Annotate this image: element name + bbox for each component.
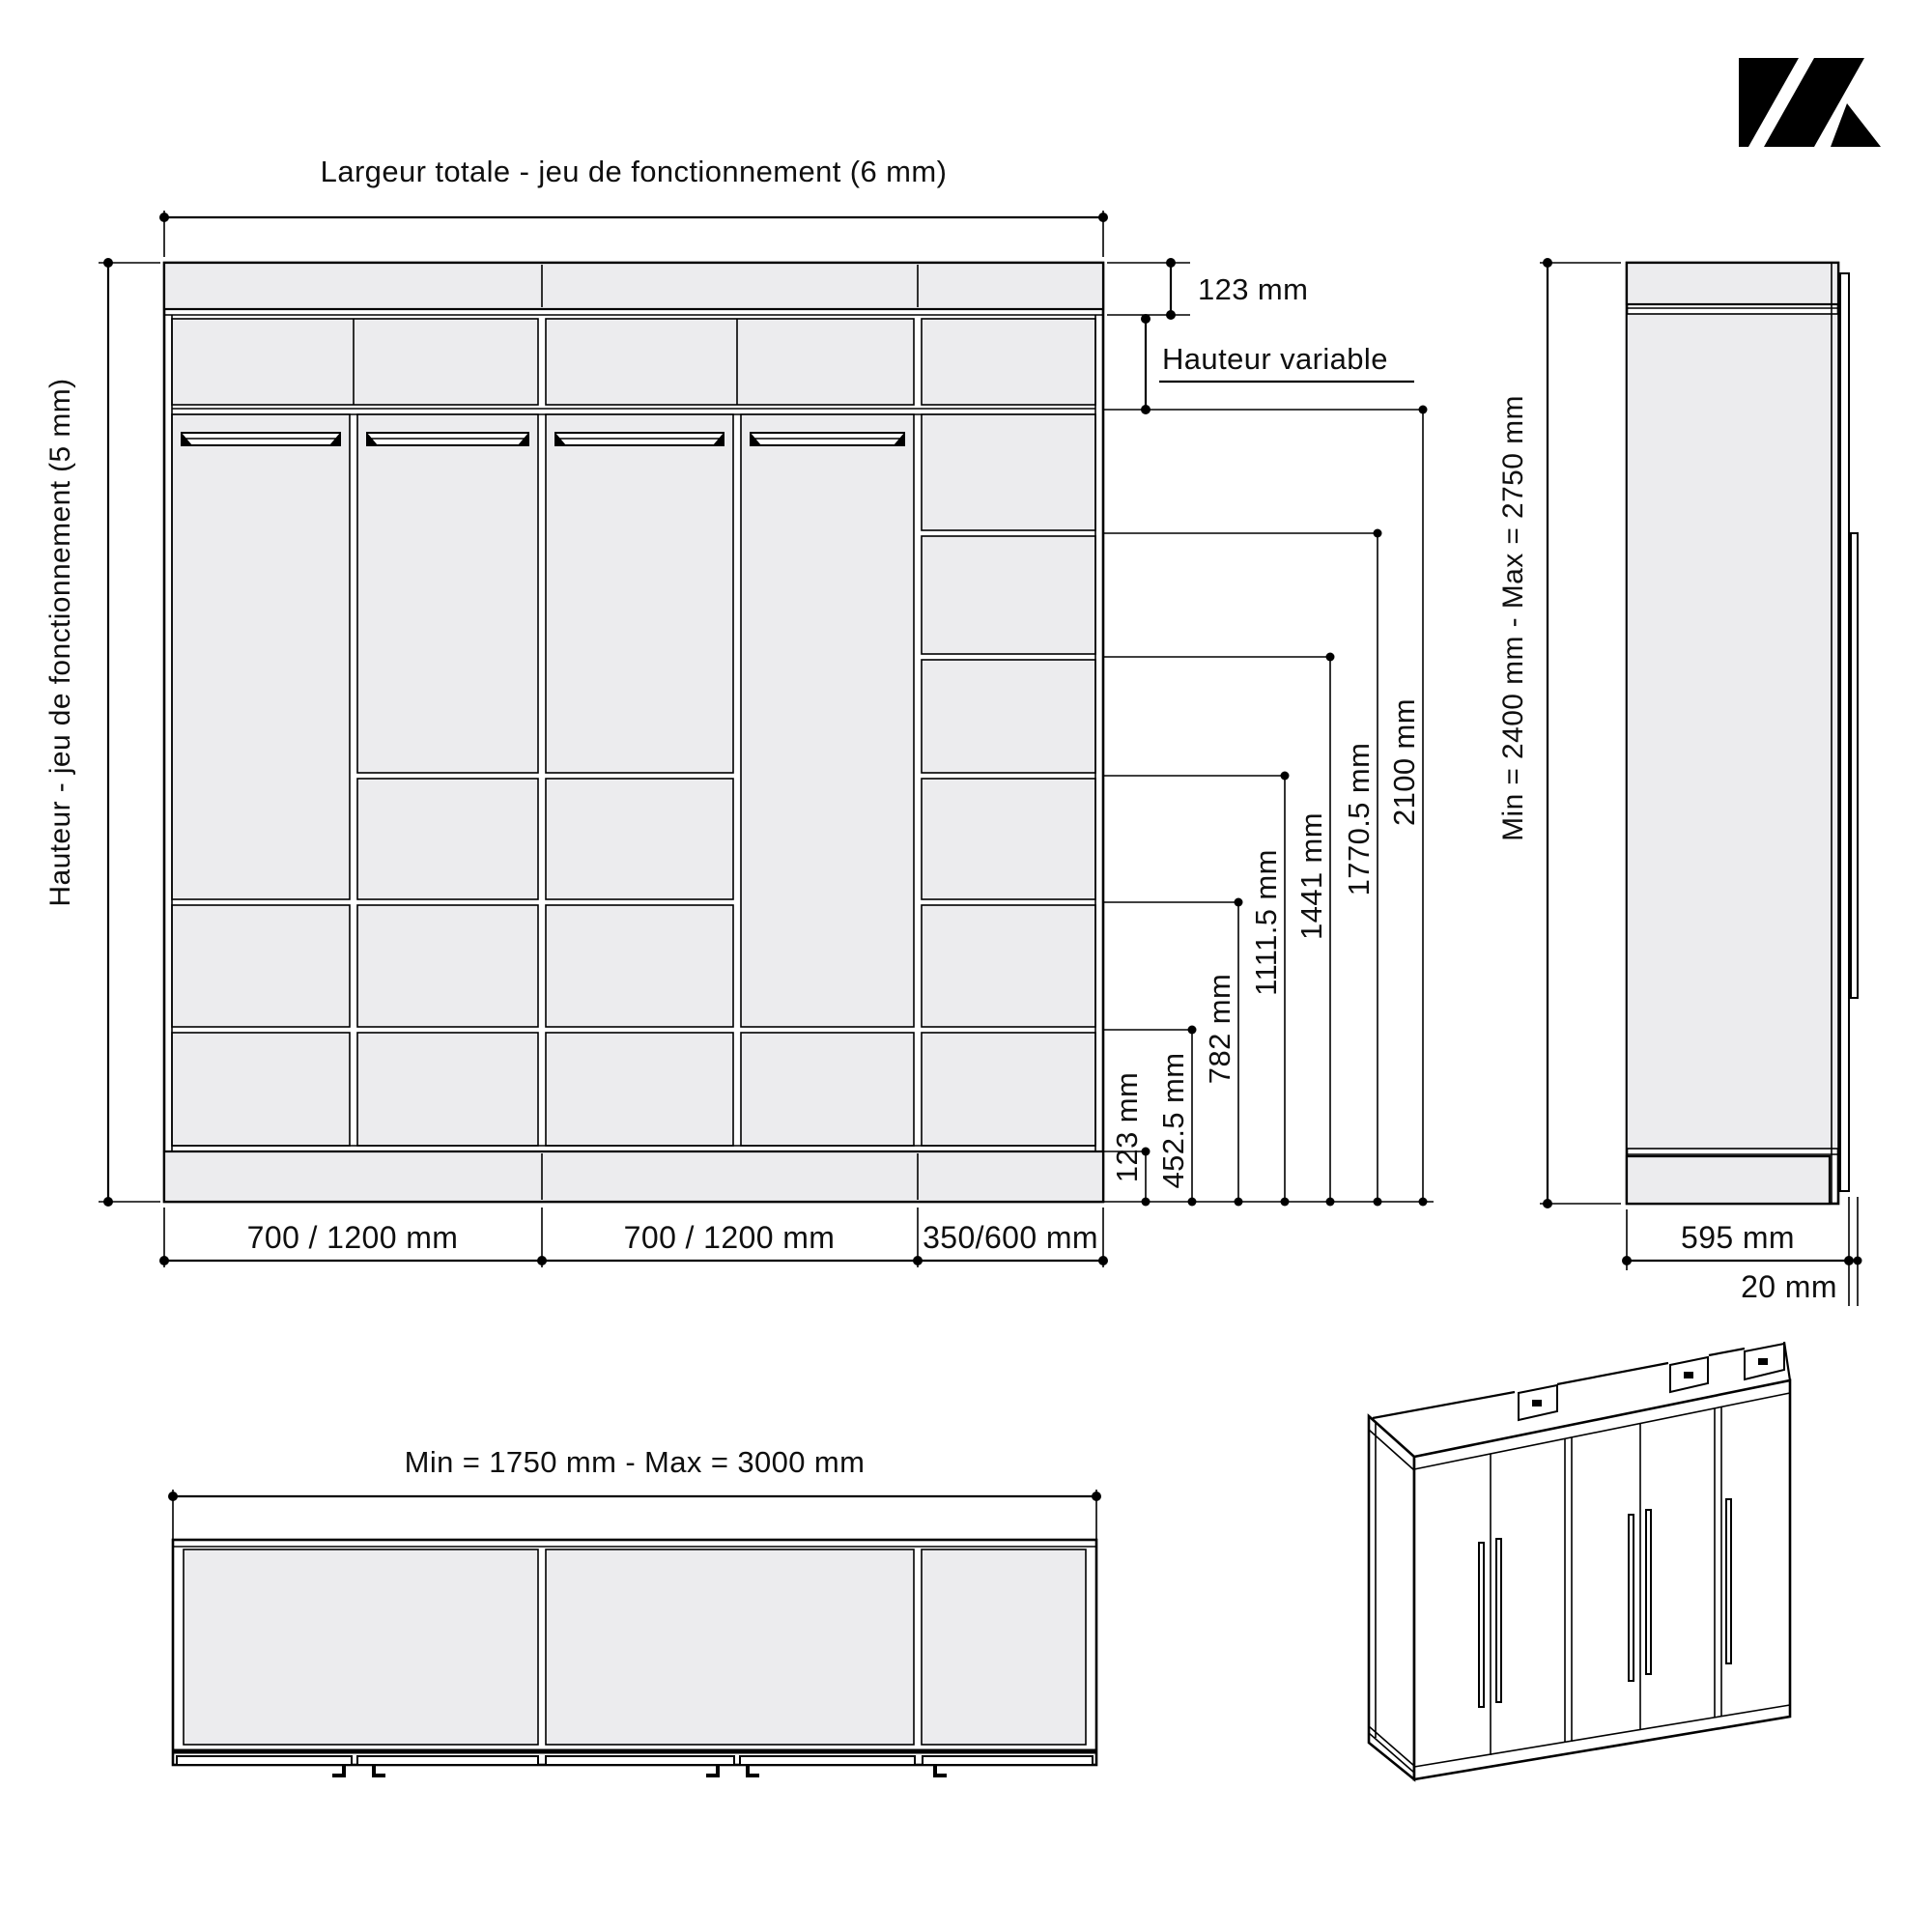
front-variable-cell (172, 319, 538, 405)
plan-section (546, 1549, 914, 1745)
dim-variable-height (1141, 314, 1414, 414)
hinge-mark (933, 1765, 947, 1777)
front-compartment-hanging (741, 414, 914, 1027)
side-door-panel (1840, 273, 1849, 1191)
front-compartment (172, 1033, 350, 1146)
front-compartment (172, 905, 350, 1027)
dim-total-width (159, 155, 1108, 257)
front-compartment (357, 1033, 538, 1146)
front-cornice-band (164, 263, 1103, 309)
front-shelf-compartment (922, 660, 1095, 773)
side-height-label: Min = 2400 mm - Max = 2750 mm (1497, 395, 1529, 841)
front-shelf-compartment (922, 779, 1095, 899)
front-compartment (357, 779, 538, 899)
cornice-123-label: 123 mm (1198, 272, 1309, 306)
front-compartment (357, 905, 538, 1027)
plan-door-front (546, 1756, 734, 1765)
shelf-height-label: 1441 mm (1294, 811, 1328, 941)
hinge-mark (746, 1765, 759, 1777)
plan-door-front (177, 1756, 352, 1765)
logo-triangle (1831, 103, 1881, 147)
shelf-height-label: 782 mm (1203, 973, 1236, 1085)
front-compartment (546, 905, 733, 1027)
hinge-mark (332, 1765, 346, 1777)
side-body-panel (1627, 314, 1838, 1149)
front-shelf-compartment (922, 414, 1095, 530)
fin-bracket (1758, 1358, 1768, 1365)
height-left-label: Hauteur - jeu de fonctionnement (5 mm) (44, 378, 76, 907)
brand-logo (1739, 58, 1881, 147)
front-compartment-hanging (357, 414, 538, 773)
front-view (164, 263, 1103, 1202)
variable-height-label: Hauteur variable (1162, 342, 1388, 376)
plan-section (922, 1549, 1086, 1745)
wardrobe-3d-handle (1629, 1515, 1634, 1681)
column-width-label: 700 / 1200 mm (246, 1220, 459, 1255)
fin-bracket (1532, 1400, 1542, 1406)
front-variable-cell (922, 319, 1095, 405)
front-shelf-compartment (922, 1033, 1095, 1146)
column-width-label: 700 / 1200 mm (623, 1220, 836, 1255)
wardrobe-3d-handle (1726, 1499, 1731, 1663)
dim-shelf-1770 (1103, 529, 1382, 1207)
side-view (1627, 263, 1858, 1204)
dim-column-widths (159, 1208, 1108, 1267)
front-plinth (164, 1151, 1103, 1202)
dim-shelf-123 (1103, 1072, 1151, 1207)
plan-door-front (740, 1756, 915, 1765)
dim-side-height (1497, 258, 1621, 1208)
front-shelf-compartment (922, 905, 1095, 1027)
depth-label: 595 mm (1681, 1220, 1795, 1255)
plan-width-label: Min = 1750 mm - Max = 3000 mm (404, 1445, 866, 1479)
shelf-height-label: 1770.5 mm (1342, 742, 1376, 896)
plan-door-front (357, 1756, 538, 1765)
wardrobe-3d-handle (1646, 1510, 1651, 1674)
dim-plan-width (168, 1445, 1101, 1546)
front-compartment-hanging (546, 414, 733, 773)
side-door-handle (1851, 533, 1858, 998)
perspective-view (1369, 1342, 1790, 1779)
hanging-rod (751, 433, 904, 445)
plan-view (168, 1445, 1101, 1777)
hinge-mark (706, 1765, 720, 1777)
door-thickness-label: 20 mm (1741, 1269, 1837, 1304)
shelf-height-label: 452.5 mm (1156, 1052, 1190, 1189)
fin-bracket (1684, 1372, 1693, 1378)
front-compartment (741, 1033, 914, 1146)
column-width-label: 350/600 mm (923, 1220, 1098, 1255)
front-compartment (546, 779, 733, 899)
wardrobe-3d-handle (1479, 1543, 1484, 1707)
hinge-mark (372, 1765, 385, 1777)
total-width-label: Largeur totale - jeu de fonctionnement (6 mm) (320, 155, 948, 188)
dim-height-left (44, 258, 160, 1207)
hanging-rod (182, 433, 340, 445)
plan-door-front (923, 1756, 1093, 1765)
front-shelf-compartment (922, 536, 1095, 654)
hanging-rod (367, 433, 528, 445)
hanging-rod (555, 433, 724, 445)
side-cornice-band (1627, 263, 1838, 304)
plan-section (184, 1549, 538, 1745)
wardrobe-3d-front-face (1414, 1380, 1790, 1779)
shelf-height-label: 123 mm (1110, 1071, 1144, 1183)
shelf-height-label: 2100 mm (1387, 697, 1421, 827)
front-compartment-hanging (172, 414, 350, 899)
wardrobe-3d-handle (1496, 1539, 1501, 1702)
dim-shelf-2100 (1103, 406, 1428, 1207)
dim-cornice-123 (1107, 258, 1308, 320)
shelf-height-label: 1111.5 mm (1249, 849, 1283, 996)
side-plinth (1627, 1156, 1830, 1204)
front-compartment (546, 1033, 733, 1146)
front-variable-cell (546, 319, 914, 405)
